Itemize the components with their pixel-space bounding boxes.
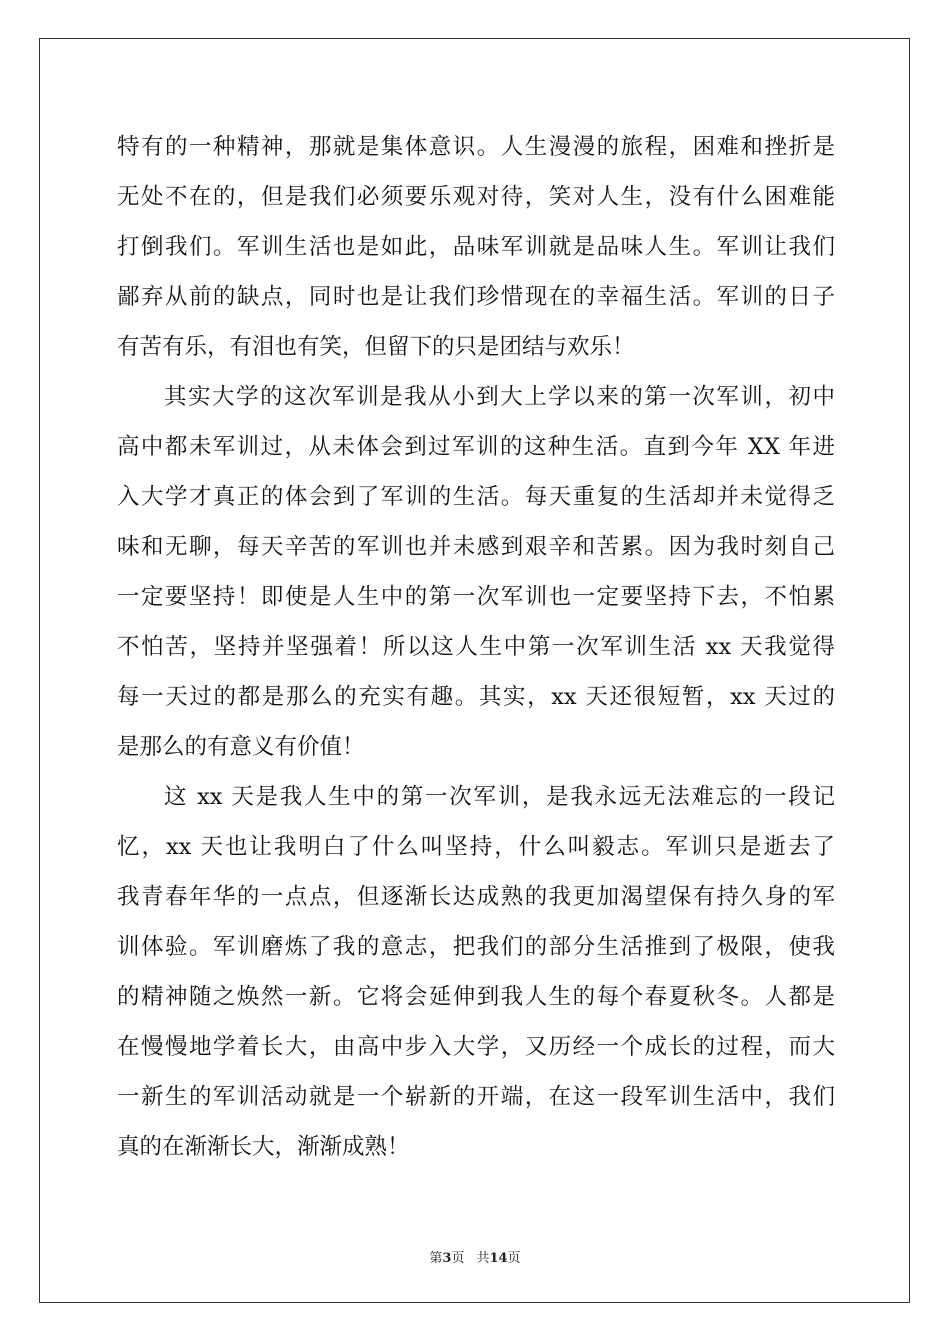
text-line: 在慢慢地学着长大，由高中步入大学，又历经一个成长的过程，而大 bbox=[117, 1034, 835, 1060]
text-line: 忆，xx 天也让我明白了什么叫坚持，什么叫毅志。军训只是逝去了 bbox=[117, 834, 835, 860]
text-line: 真的在渐渐长大，渐渐成熟！ bbox=[117, 1134, 410, 1160]
text-line: 高中都未军训过，从未体会到过军训的这种生活。直到今年 XX 年进 bbox=[117, 434, 835, 460]
text-line: 是那么的有意义有价值！ bbox=[117, 734, 365, 760]
page-footer bbox=[0, 1247, 950, 1266]
text-line: 这 xx 天是我人生中的第一次军训，是我永远无法难忘的一段记 bbox=[164, 784, 835, 810]
text-line: 入大学才真正的体会到了军训的生活。每天重复的生活却并未觉得乏 bbox=[117, 484, 835, 510]
text-line: 打倒我们。军训生活也是如此，品味军训就是品味人生。军训让我们 bbox=[117, 234, 835, 260]
text-line: 每一天过的都是那么的充实有趣。其实，xx 天还很短暂，xx 天过的 bbox=[117, 684, 835, 710]
page-label-suffix: 页 bbox=[451, 1251, 465, 1266]
text-line: 其实大学的这次军训是我从小到大上学以来的第一次军训，初中 bbox=[164, 384, 835, 410]
text-line: 有苦有乐，有泪也有笑，但留下的只是团结与欢乐！ bbox=[117, 334, 635, 360]
paragraph bbox=[117, 777, 835, 1177]
text-line: 一新生的军训活动就是一个崭新的开端，在这一段军训生活中，我们 bbox=[117, 1084, 835, 1110]
total-pages: 14 bbox=[489, 1251, 508, 1266]
text-line: 我青春年华的一点点，但逐渐长达成熟的我更加渴望保有持久身的军 bbox=[117, 884, 835, 910]
text-line: 不怕苦，坚持并坚强着！所以这人生中第一次军训生活 xx 天我觉得 bbox=[117, 634, 835, 660]
document-body bbox=[117, 127, 835, 1177]
text-line: 的精神随之焕然一新。它将会延伸到我人生的每个春夏秋冬。人都是 bbox=[117, 984, 835, 1010]
total-label-prefix: 共 bbox=[476, 1251, 490, 1266]
page-label-prefix: 第 bbox=[429, 1251, 443, 1266]
text-line: 一定要坚持！即使是人生中的第一次军训也一定要坚持下去，不怕累 bbox=[117, 584, 835, 610]
text-line: 无处不在的，但是我们必须要乐观对待，笑对人生，没有什么困难能 bbox=[117, 184, 835, 210]
paragraph bbox=[117, 127, 835, 377]
text-line: 特有的一种精神，那就是集体意识。人生漫漫的旅程，困难和挫折是 bbox=[117, 134, 835, 160]
text-line: 训体验。军训磨炼了我的意志，把我们的部分生活推到了极限，使我 bbox=[117, 934, 835, 960]
paragraph bbox=[117, 377, 835, 777]
text-line: 味和无聊，每天辛苦的军训也并未感到艰辛和苦累。因为我时刻自己 bbox=[117, 534, 835, 560]
total-label-suffix: 页 bbox=[507, 1251, 521, 1266]
text-line: 鄙弃从前的缺点，同时也是让我们珍惜现在的幸福生活。军训的日子 bbox=[117, 284, 835, 310]
page-number: 3 bbox=[442, 1251, 452, 1266]
